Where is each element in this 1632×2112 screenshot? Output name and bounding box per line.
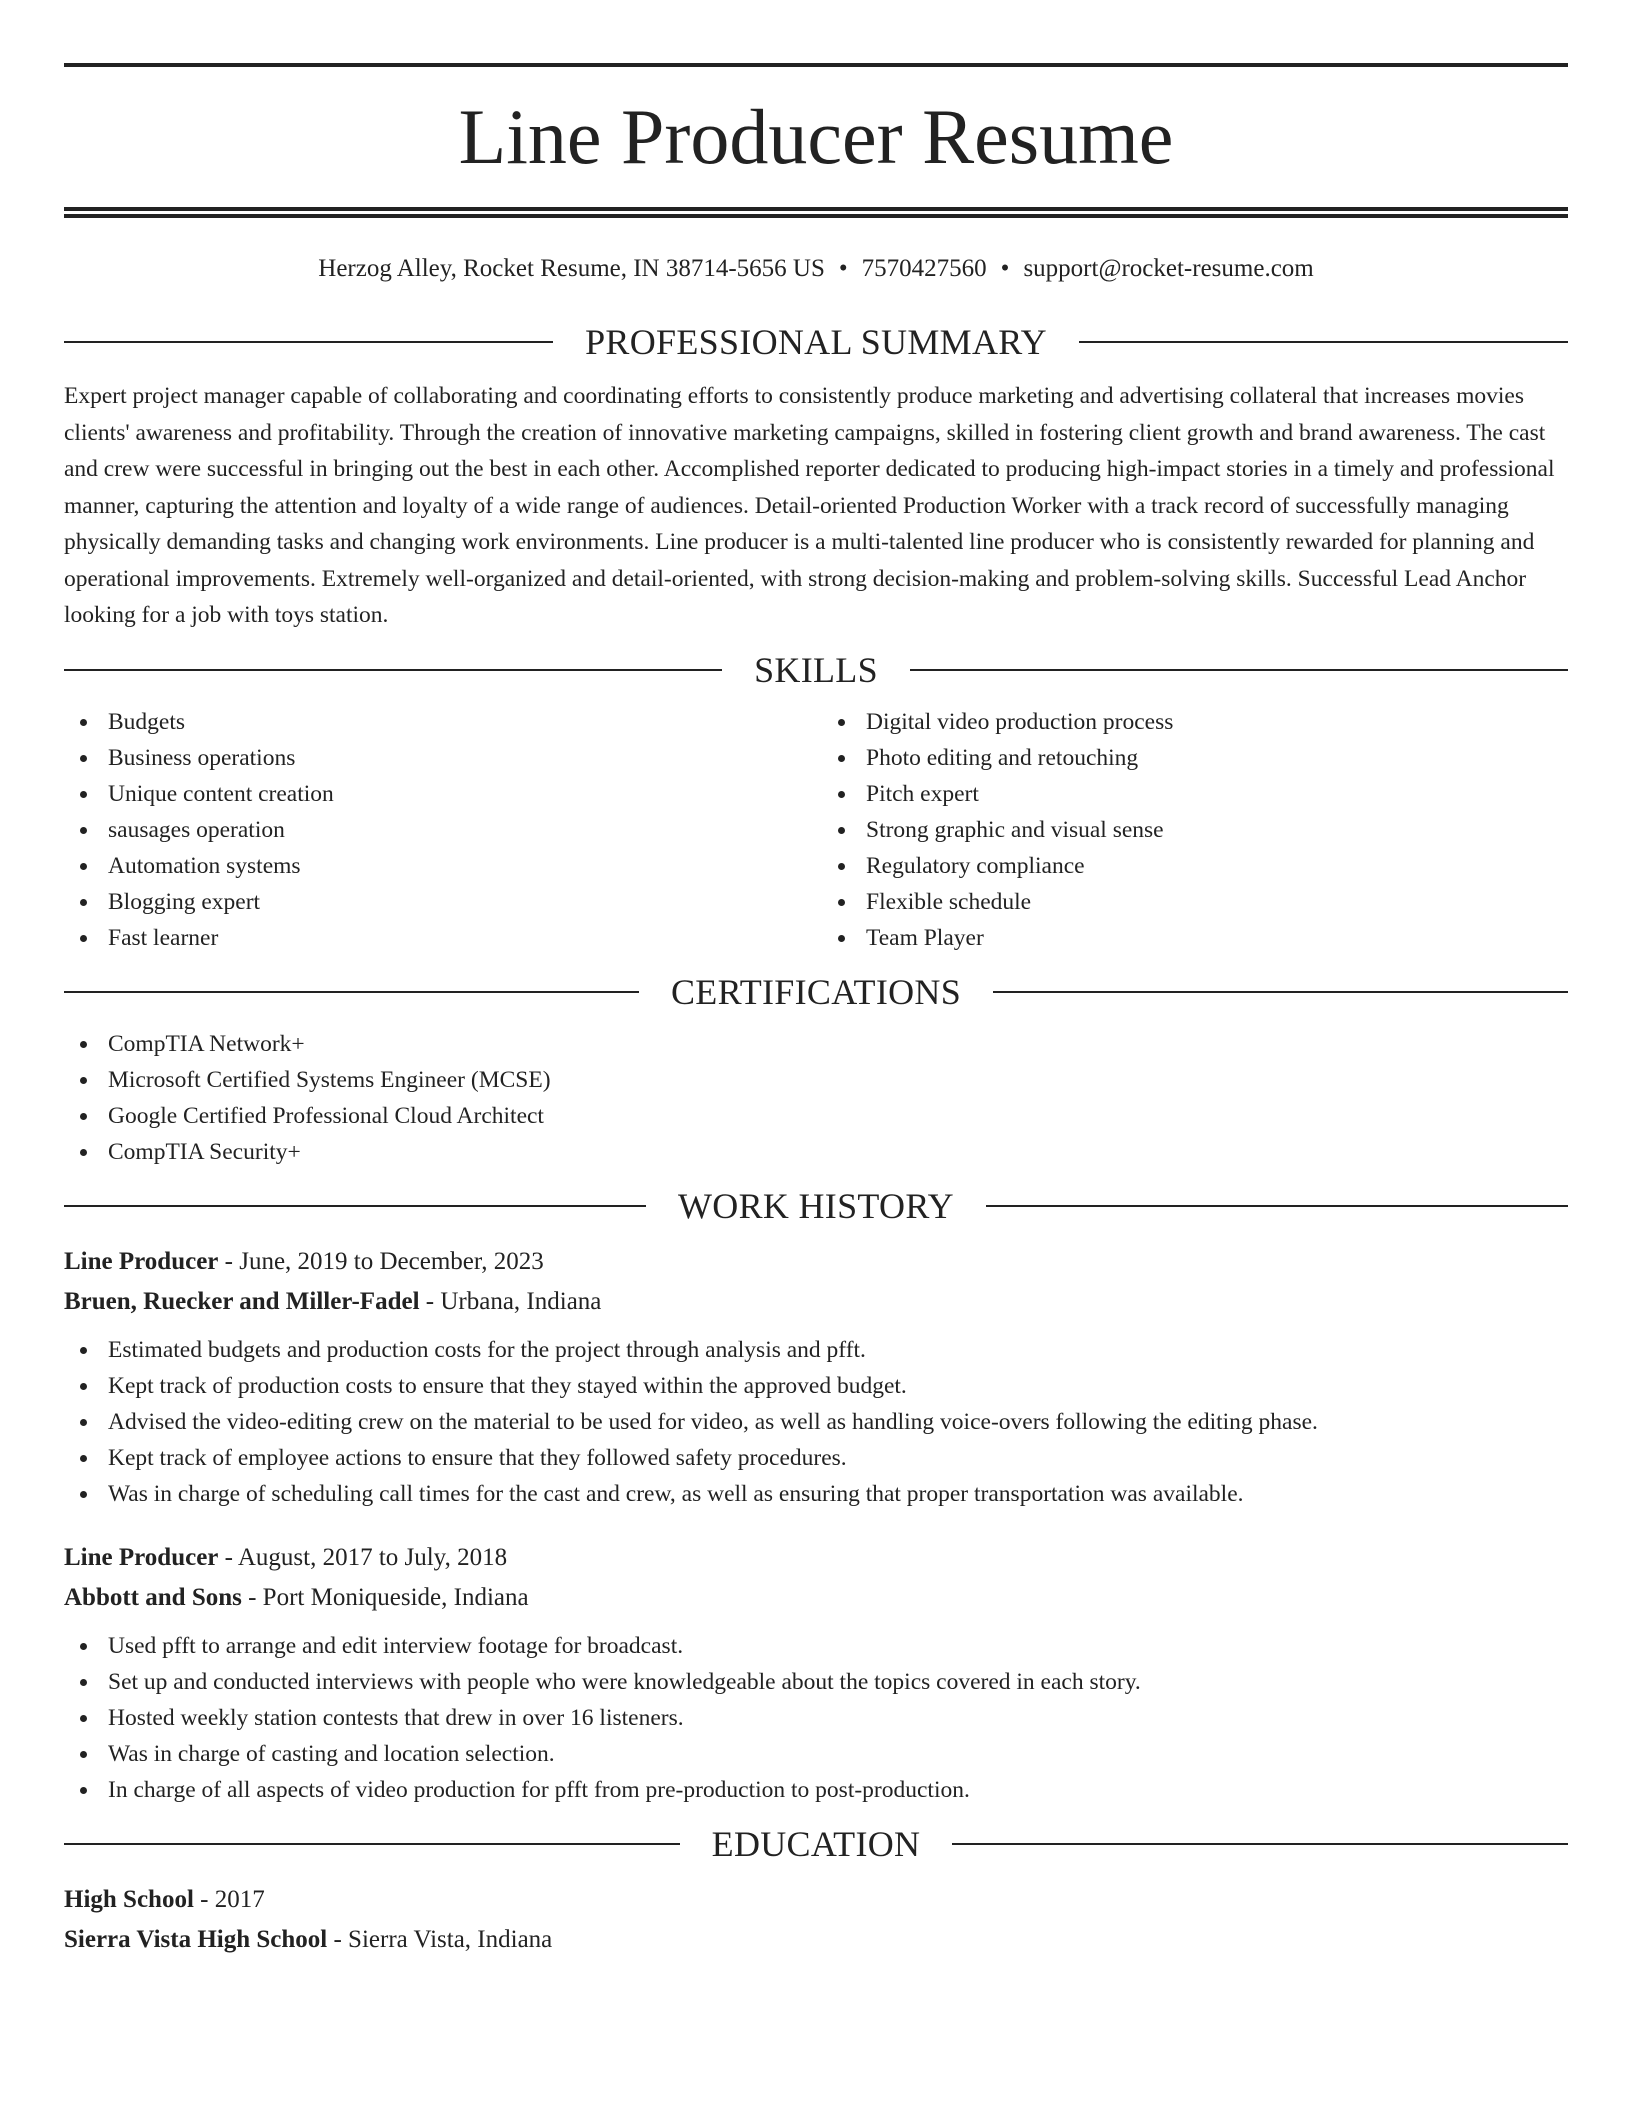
skill-item: sausages operation bbox=[64, 812, 816, 848]
job-entry bbox=[64, 1538, 1568, 1808]
summary-text: Expert project manager capable of collaborating and coordinating efforts to consistently produce marketing and advertising collateral that increases movies clients' awareness and profitability. Through the creation of innovative marketing campaigns, skilled in fostering client growth and brand awareness. The cast and crew were successful in bringing out the best in each other. Accomplished reporter dedicated to producing high-impact stories in a timely and professional manner, capturing the attention and loyalty of a wide range of audiences. Detail-oriented Production Worker with a track record of successfully managing physically demanding tasks and changing work environments. Line producer is a multi-talented line producer who is consistently rewarded for planning and operational improvements. Extremely well-organized and detail-oriented, with strong decision-making and problem-solving skills. Successful Lead Anchor looking for a job with toys station. bbox=[64, 383, 1555, 628]
resume-title: Line Producer Resume bbox=[458, 93, 1174, 180]
section-rule bbox=[993, 991, 1568, 993]
job-duty: Set up and conducted interviews with people who were knowledgeable about the topics covered in each story. bbox=[64, 1664, 1568, 1700]
job-duty: Estimated budgets and production costs for the project through analysis and pfft. bbox=[64, 1332, 1568, 1368]
job-duty: In charge of all aspects of video production for pfft from pre-production to post-production. bbox=[64, 1772, 1568, 1808]
certification-item: Google Certified Professional Cloud Architect bbox=[64, 1098, 1568, 1134]
job-dates: - June, 2019 to December, 2023 bbox=[218, 1247, 544, 1275]
job-title-line bbox=[64, 1538, 1568, 1578]
skill-item: Flexible schedule bbox=[822, 884, 1568, 920]
certifications-list bbox=[64, 1026, 1568, 1170]
education-degree-line bbox=[64, 1880, 1568, 1920]
job-duty: Was in charge of scheduling call times for the cast and crew, as well as ensuring that proper transportation was available. bbox=[64, 1476, 1568, 1512]
job-role: Line Producer bbox=[64, 1543, 219, 1571]
job-location: - Port Moniqueside, Indiana bbox=[241, 1583, 529, 1611]
education-school-line bbox=[64, 1920, 1568, 1960]
section-rule bbox=[64, 341, 553, 343]
certification-item: Microsoft Certified Systems Engineer (MCSE) bbox=[64, 1062, 1568, 1098]
education-school: Sierra Vista High School bbox=[64, 1925, 328, 1953]
job-duty: Was in charge of casting and location selection. bbox=[64, 1736, 1568, 1772]
section-rule bbox=[64, 1205, 646, 1207]
skills-section-header bbox=[64, 648, 1568, 692]
skill-item: Fast learner bbox=[64, 920, 816, 956]
education-degree: High School bbox=[64, 1885, 194, 1913]
education-year: - 2017 bbox=[193, 1885, 265, 1913]
contact-line bbox=[64, 254, 1568, 284]
resume-page bbox=[0, 63, 1632, 2112]
education-entry bbox=[64, 1880, 1568, 1960]
skill-item: Budgets bbox=[64, 704, 816, 740]
section-rule bbox=[64, 991, 639, 993]
skill-item: Photo editing and retouching bbox=[822, 740, 1568, 776]
job-location: - Urbana, Indiana bbox=[419, 1287, 602, 1315]
education-section-header bbox=[64, 1822, 1568, 1866]
education-heading: EDUCATION bbox=[711, 1823, 921, 1864]
certifications-heading: CERTIFICATIONS bbox=[670, 971, 962, 1012]
job-duty: Kept track of employee actions to ensure that they followed safety procedures. bbox=[64, 1440, 1568, 1476]
contact-separator: • bbox=[1000, 255, 1010, 282]
job-duty: Used pfft to arrange and edit interview footage for broadcast. bbox=[64, 1628, 1568, 1664]
skills-list bbox=[64, 704, 1568, 956]
job-role: Line Producer bbox=[64, 1247, 219, 1275]
work-section-header bbox=[64, 1184, 1568, 1228]
section-rule bbox=[1079, 341, 1568, 343]
section-rule bbox=[952, 1843, 1568, 1845]
skills-heading: SKILLS bbox=[754, 649, 878, 690]
job-title-line bbox=[64, 1242, 1568, 1282]
section-rule bbox=[64, 669, 722, 671]
certifications-section-header bbox=[64, 970, 1568, 1014]
skill-item: Automation systems bbox=[64, 848, 816, 884]
job-entry bbox=[64, 1242, 1568, 1512]
skill-item: Team Player bbox=[822, 920, 1568, 956]
job-company-line bbox=[64, 1578, 1568, 1618]
job-company: Bruen, Ruecker and Miller-Fadel bbox=[64, 1287, 420, 1315]
skill-item: Regulatory compliance bbox=[822, 848, 1568, 884]
skills-column-right bbox=[816, 704, 1568, 956]
job-duty: Kept track of production costs to ensure that they stayed within the approved budget. bbox=[64, 1368, 1568, 1404]
skill-item: Blogging expert bbox=[64, 884, 816, 920]
job-duties-list bbox=[64, 1332, 1568, 1512]
job-duty: Hosted weekly station contests that drew in over 16 listeners. bbox=[64, 1700, 1568, 1736]
skills-column-left bbox=[64, 704, 816, 956]
section-rule bbox=[64, 1843, 680, 1845]
section-rule bbox=[910, 669, 1568, 671]
job-duties-list bbox=[64, 1628, 1568, 1808]
skill-item: Strong graphic and visual sense bbox=[822, 812, 1568, 848]
job-company: Abbott and Sons bbox=[64, 1583, 242, 1611]
certification-item: CompTIA Network+ bbox=[64, 1026, 1568, 1062]
education-location: - Sierra Vista, Indiana bbox=[327, 1925, 553, 1953]
work-heading: WORK HISTORY bbox=[678, 1185, 954, 1226]
job-company-line bbox=[64, 1282, 1568, 1322]
skill-item: Pitch expert bbox=[822, 776, 1568, 812]
summary-heading: PROFESSIONAL SUMMARY bbox=[585, 322, 1047, 362]
contact-phone: 7570427560 bbox=[861, 255, 987, 282]
contact-separator: • bbox=[838, 255, 848, 282]
skill-item: Business operations bbox=[64, 740, 816, 776]
skill-item: Unique content creation bbox=[64, 776, 816, 812]
summary-section-header bbox=[64, 320, 1568, 364]
title-double-rule bbox=[64, 207, 1568, 218]
contact-email: support@rocket-resume.com bbox=[1023, 255, 1314, 282]
job-dates: - August, 2017 to July, 2018 bbox=[218, 1543, 508, 1571]
job-duty: Advised the video-editing crew on the material to be used for video, as well as handling voice-overs following the editing phase. bbox=[64, 1404, 1568, 1440]
section-rule bbox=[986, 1205, 1568, 1207]
certification-item: CompTIA Security+ bbox=[64, 1134, 1568, 1170]
skill-item: Digital video production process bbox=[822, 704, 1568, 740]
contact-address: Herzog Alley, Rocket Resume, IN 38714-5656 US bbox=[318, 255, 825, 282]
